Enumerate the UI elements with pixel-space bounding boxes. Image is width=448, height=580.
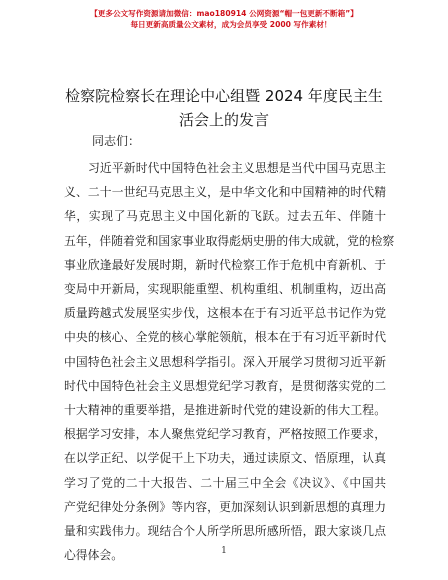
title-line-1: 检察院检察长在理论中心组暨 2024 年度民主生 [65,87,383,105]
banner-line-2: 每日更新高质量公文素材，成为会员享受 2000 写作素材！ [130,20,332,29]
body-line: 质量跨越式发展坚实步伐，这根本在于有习近平总书记作为党 [64,306,386,321]
body-line: 中国特色社会主义思想科学指引。深入开展学习贯彻习近平新 [64,354,386,369]
document-body [64,156,395,567]
body-line: 华，实现了马克思主义中国化新的飞跃。过去五年、伴随十 [64,209,386,224]
body-line: 根据学习安排，本人聚焦党纪学习教育，严格按照工作要求， [64,427,386,442]
body-line: 学习了党的二十大报告、二十届三中全会《决议》、《中国共 [64,475,386,490]
title-line-2: 活会上的发言 [178,111,269,129]
page-number: 1 [221,546,227,556]
header-banner [0,8,448,30]
greeting: 同志们： [92,134,141,148]
body-line: 事业欣逢最好发展时期，新时代检察工作于危机中育新机、于 [64,257,386,272]
banner-line-1: 【更多公文写作资源请加微信：mao180914 公网资源“帽一包更新不断箱”】 [90,9,358,18]
body-line: 十大精神的重要举措，是推进新时代党的建设新的伟大工程。 [64,403,386,418]
body-line: 中央的核心、全党的核心掌舵领航，根本在于有习近平新时代 [64,330,386,345]
body-line: 习近平新时代中国特色社会主义思想是当代中国马克思主 [88,161,386,175]
body-line: 五年，伴随着党和国家事业取得彪炳史册的伟大成就，党的检察 [64,233,395,248]
body-line: 在以学正纪、以学促干上下功夫，通过读原文、悟原理，认真 [64,451,386,466]
body-line: 量和实践伟力。现结合个人所学所思所感所悟，跟大家谈几点 [64,524,386,539]
body-line: 变局中开新局，实现职能重塑、机构重组、机制重构，迈出高 [64,282,386,297]
body-line: 产党纪律处分条例》等内容，更加深刻认识到新思想的真理力 [64,499,386,514]
body-line: 义、二十一世纪马克思主义，是中华文化和中国精神的时代精 [64,185,386,200]
document-title [40,84,408,132]
body-line: 心得体会。 [64,548,123,563]
body-line: 时代中国特色社会主义思想党纪学习教育，是贯彻落实党的二 [64,378,386,393]
